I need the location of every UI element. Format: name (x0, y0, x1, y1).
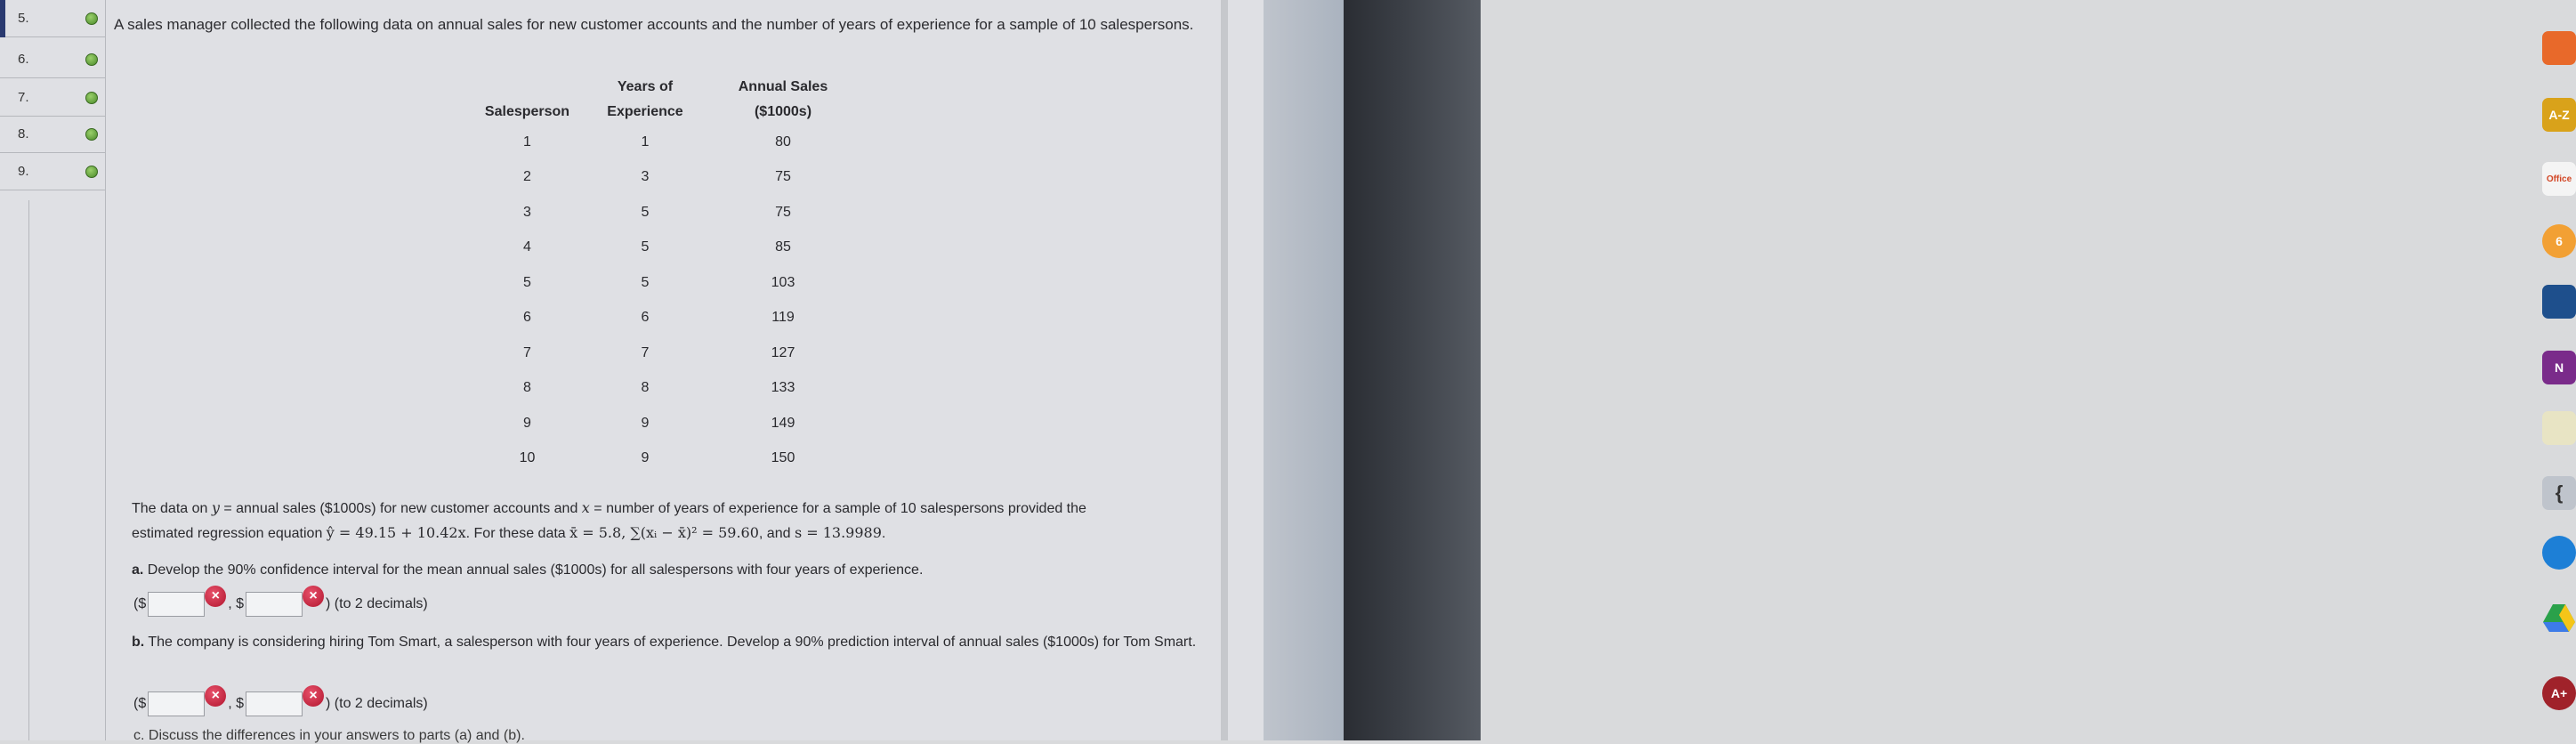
table-row: 3 5 75 (523, 204, 791, 220)
nav-item-5[interactable] (0, 0, 105, 37)
table-row: 5 5 103 (523, 274, 795, 290)
part-a-lower-input[interactable] (148, 592, 205, 617)
completed-dot-icon (85, 128, 98, 141)
table-row: 6 6 119 (523, 310, 795, 326)
nav-item-8[interactable] (0, 116, 105, 153)
nav-item-number: 9. (18, 164, 29, 179)
screen-bezel (1344, 0, 1481, 740)
part-a-prompt: a. Develop the 90% confidence interval for the mean annual sales ($1000s) for all salespersons with four years of experience. (132, 562, 924, 578)
part-b-prompt: b. The company is considering hiring Tom Smart, a salesperson with four years of experience. Develop a 90% prediction interval of annual sales ($1000s) for Tom Smart. (132, 635, 1197, 650)
book-icon[interactable] (2542, 285, 2576, 319)
question-nav (0, 0, 106, 740)
incorrect-icon: × (303, 685, 324, 707)
nav-item-7[interactable] (0, 79, 105, 117)
timer-icon[interactable]: 6 (2542, 224, 2576, 258)
completed-dot-icon (85, 166, 98, 178)
table-row: 8 8 133 (523, 380, 795, 396)
part-a-answer-row: ($ × , $ × ) (to 2 decimals) (133, 592, 428, 617)
incorrect-icon: × (205, 586, 226, 607)
nav-item-number: 8. (18, 126, 29, 142)
nav-divider (28, 200, 29, 740)
header-years: Years of Experience (607, 79, 683, 119)
notes-icon[interactable] (2542, 411, 2576, 445)
grades-icon[interactable]: A+ (2542, 676, 2576, 710)
table-row: 10 9 150 (519, 450, 795, 466)
table-row: 9 9 149 (523, 415, 795, 431)
context-paragraph: The data on y = annual sales ($1000s) for new customer accounts and x = number of years of experience for a sample of 10 salespersons provided the estimated regression equation ŷ = 49.15 + 10.42x. For these data x̄ = 5.8, ∑(xᵢ − x̄)² = 59.60, and s = 13.9989. (132, 499, 1086, 541)
part-c-prompt-cut: c. Discuss the differences in your answers to parts (a) and (b). (133, 728, 525, 743)
part-a-upper-input[interactable] (246, 592, 303, 617)
drive-icon[interactable] (2542, 601, 2576, 635)
part-b-lower-input[interactable] (148, 691, 205, 716)
table-row: 4 5 85 (523, 239, 791, 255)
nav-item-number: 6. (18, 52, 29, 67)
nav-item-6[interactable] (0, 41, 105, 78)
header-salesperson: Salesperson (484, 104, 570, 119)
part-b-upper-input[interactable] (246, 691, 303, 716)
active-indicator (0, 0, 5, 37)
header-sales: Annual Sales ($1000s) (738, 79, 828, 119)
app-dock (1264, 0, 2572, 740)
incorrect-icon: × (303, 586, 324, 607)
completed-dot-icon (85, 12, 98, 25)
formula-icon[interactable]: { (2542, 476, 2576, 510)
onenote-icon[interactable]: N (2542, 351, 2576, 384)
part-b-answer-row: ($ × , $ × ) (to 2 decimals) (133, 691, 428, 716)
nav-item-number: 7. (18, 90, 29, 105)
data-table (472, 75, 859, 476)
table-row: 2 3 75 (523, 169, 791, 185)
table-row: 7 7 127 (523, 344, 795, 360)
completed-dot-icon (85, 53, 98, 66)
nav-item-9[interactable] (0, 153, 105, 190)
completed-dot-icon (85, 92, 98, 104)
question-intro: A sales manager collected the following data on annual sales for new customer accounts and the number of years of experience for a sample of 10 salespersons. (114, 16, 1194, 33)
table-row: 1 1 80 (523, 133, 791, 150)
rss-icon[interactable] (2542, 31, 2576, 65)
onedrive-icon[interactable] (2542, 536, 2576, 570)
incorrect-icon: × (205, 685, 226, 707)
office-icon[interactable]: Office (2542, 162, 2576, 196)
page-scrollbar[interactable] (1221, 0, 1228, 740)
nav-item-number: 5. (18, 11, 29, 26)
dictionary-icon[interactable]: A-Z (2542, 98, 2576, 132)
